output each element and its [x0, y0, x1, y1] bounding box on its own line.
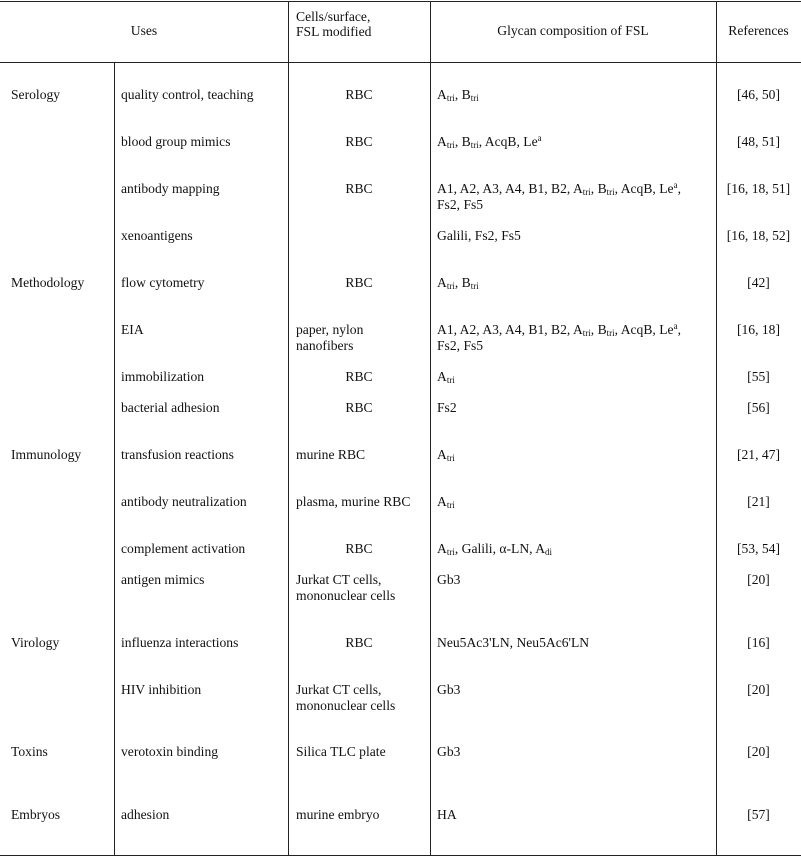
- table-bottom-rule: [0, 855, 801, 856]
- row-use: blood group mimics: [121, 134, 231, 149]
- row-glycan: A1, A2, A3, A4, B1, B2, $A_{tri}$, $B_{tri}$, AcqB, Le$^a$,: [437, 180, 681, 197]
- row-references: [16, 18, 52]: [726, 228, 791, 243]
- row-glycan: $A_{tri}$: [437, 369, 455, 385]
- row-cells-surface: Silica TLC plate: [296, 744, 386, 759]
- row-cells-surface: plasma, murine RBC: [296, 494, 411, 509]
- header-cells-line2: FSL modified: [296, 24, 372, 39]
- row-use: antigen mimics: [121, 572, 205, 587]
- row-glycan: Fs2, Fs5: [437, 337, 484, 353]
- row-cells-surface: Jurkat CT cells,: [296, 572, 382, 587]
- column-divider-glycan: [430, 1, 431, 856]
- row-cells-surface: RBC: [345, 369, 373, 384]
- row-group-label: Toxins: [11, 744, 48, 759]
- row-cells-surface: mononuclear cells: [296, 587, 396, 603]
- row-glycan: A1, A2, A3, A4, B1, B2, $A_{tri}$, $B_{tri}$, AcqB, Le$^a$,: [437, 321, 681, 338]
- row-references: [16, 18, 51]: [726, 181, 791, 196]
- row-use: xenoantigens: [121, 228, 193, 243]
- row-references: [21, 47]: [736, 447, 781, 462]
- row-use: immobilization: [121, 369, 205, 384]
- column-divider-cells: [288, 1, 289, 856]
- row-references: [42]: [747, 275, 770, 290]
- row-glycan: Fs2: [437, 400, 457, 415]
- row-cells-surface: paper, nylon: [296, 322, 364, 337]
- row-glycan: $A_{tri}$, $B_{tri}$: [437, 275, 479, 291]
- table-top-rule: [0, 1, 801, 2]
- row-cells-surface: RBC: [345, 87, 373, 102]
- row-references: [46, 50]: [736, 87, 781, 102]
- row-cells-surface: RBC: [345, 400, 373, 415]
- row-cells-surface: RBC: [345, 275, 373, 290]
- row-references: [57]: [747, 807, 770, 822]
- row-glycan: $A_{tri}$, $B_{tri}$: [437, 87, 479, 103]
- row-glycan: Gb3: [437, 744, 461, 759]
- row-glycan: Neu5Ac3'LN, Neu5Ac6'LN: [437, 635, 590, 650]
- row-references: [48, 51]: [736, 134, 781, 149]
- row-use: influenza interactions: [121, 635, 239, 650]
- row-references: [56]: [747, 400, 770, 415]
- row-use: verotoxin binding: [121, 744, 219, 759]
- row-group-label: Methodology: [11, 275, 85, 290]
- row-use: adhesion: [121, 807, 170, 822]
- row-glycan: Galili, Fs2, Fs5: [437, 228, 521, 243]
- row-use: bacterial adhesion: [121, 400, 220, 415]
- header-uses: Uses: [130, 23, 158, 38]
- row-glycan: $A_{tri}$: [437, 447, 455, 463]
- row-glycan: $A_{tri}$, Galili, α-LN, $A_{di}$: [437, 541, 553, 557]
- column-divider-references: [716, 1, 717, 856]
- column-divider-uses: [114, 62, 115, 856]
- row-references: [16, 18]: [736, 322, 781, 337]
- header-glycan: Glycan composition of FSL: [497, 23, 649, 38]
- row-references: [16]: [747, 635, 770, 650]
- row-references: [20]: [747, 572, 770, 587]
- row-use: antibody mapping: [121, 181, 220, 196]
- row-cells-surface: RBC: [345, 181, 373, 196]
- row-cells-surface: RBC: [345, 134, 373, 149]
- row-glycan: Gb3: [437, 572, 461, 587]
- row-use: antibody neutralization: [121, 494, 247, 509]
- row-use: transfusion reactions: [121, 447, 234, 462]
- row-use: HIV inhibition: [121, 682, 202, 697]
- row-group-label: Immunology: [11, 447, 82, 462]
- row-references: [55]: [747, 369, 770, 384]
- row-use: EIA: [121, 322, 144, 337]
- row-glycan: $A_{tri}$, $B_{tri}$, AcqB, Le$^a$: [437, 133, 542, 150]
- row-group-label: Embryos: [11, 807, 61, 822]
- row-glycan: HA: [437, 807, 457, 822]
- row-cells-surface: mononuclear cells: [296, 697, 396, 713]
- row-glycan: Gb3: [437, 682, 461, 697]
- row-references: [53, 54]: [736, 541, 781, 556]
- row-cells-surface: RBC: [345, 541, 373, 556]
- row-cells-surface: murine RBC: [296, 447, 366, 462]
- header-references: References: [728, 23, 789, 38]
- row-references: [20]: [747, 682, 770, 697]
- row-glycan: Fs2, Fs5: [437, 196, 484, 212]
- row-references: [20]: [747, 744, 770, 759]
- row-cells-surface: RBC: [345, 635, 373, 650]
- row-cells-surface: nanofibers: [296, 337, 354, 353]
- row-references: [21]: [747, 494, 770, 509]
- header-cells-line1: Cells/surface,: [296, 9, 371, 24]
- row-cells-surface: murine embryo: [296, 807, 380, 822]
- row-group-label: Serology: [11, 87, 61, 102]
- row-cells-surface: Jurkat CT cells,: [296, 682, 382, 697]
- row-use: complement activation: [121, 541, 246, 556]
- row-group-label: Virology: [11, 635, 60, 650]
- row-glycan: $A_{tri}$: [437, 494, 455, 510]
- header-bottom-rule: [0, 62, 801, 63]
- row-use: quality control, teaching: [121, 87, 254, 102]
- row-use: flow cytometry: [121, 275, 205, 290]
